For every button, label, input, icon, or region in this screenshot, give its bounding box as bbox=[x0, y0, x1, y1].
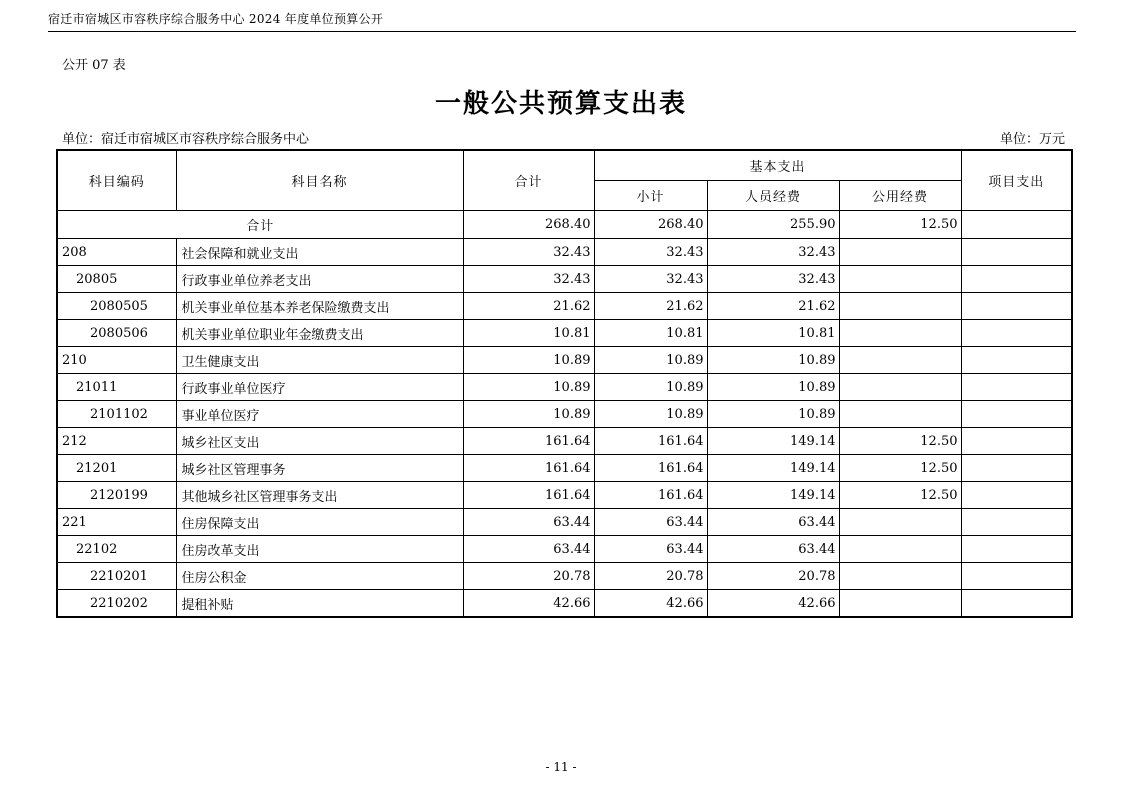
cell-subtotal: 32.43 bbox=[594, 239, 707, 266]
cell-name: 住房公积金 bbox=[176, 563, 463, 590]
cell-subtotal: 161.64 bbox=[594, 428, 707, 455]
cell-name: 住房保障支出 bbox=[176, 509, 463, 536]
cell-public bbox=[839, 266, 961, 293]
cell-project bbox=[961, 266, 1072, 293]
cell-total: 32.43 bbox=[463, 239, 594, 266]
cell-personnel: 10.89 bbox=[707, 401, 839, 428]
unit-organization: 单位：宿迁市宿城区市容秩序综合服务中心 bbox=[62, 132, 310, 147]
cell-total: 21.62 bbox=[463, 293, 594, 320]
unit-currency: 单位：万元 bbox=[999, 132, 1065, 147]
cell-project bbox=[961, 590, 1072, 618]
cell-personnel: 149.14 bbox=[707, 482, 839, 509]
cell-code: 208 bbox=[57, 239, 176, 266]
total-personnel: 255.90 bbox=[707, 211, 839, 239]
cell-name: 住房改革支出 bbox=[176, 536, 463, 563]
cell-personnel: 10.89 bbox=[707, 374, 839, 401]
cell-subtotal: 161.64 bbox=[594, 455, 707, 482]
cell-name: 城乡社区管理事务 bbox=[176, 455, 463, 482]
cell-name: 行政事业单位医疗 bbox=[176, 374, 463, 401]
cell-name: 城乡社区支出 bbox=[176, 428, 463, 455]
table-row bbox=[57, 509, 1072, 536]
cell-code: 2120199 bbox=[57, 482, 176, 509]
cell-public: 12.50 bbox=[839, 455, 961, 482]
cell-code: 21011 bbox=[57, 374, 176, 401]
cell-code: 221 bbox=[57, 509, 176, 536]
table-row bbox=[57, 239, 1072, 266]
cell-public: 12.50 bbox=[839, 482, 961, 509]
cell-code: 22102 bbox=[57, 536, 176, 563]
cell-total: 20.78 bbox=[463, 563, 594, 590]
cell-public bbox=[839, 320, 961, 347]
cell-personnel: 42.66 bbox=[707, 590, 839, 618]
cell-subtotal: 161.64 bbox=[594, 482, 707, 509]
cell-project bbox=[961, 401, 1072, 428]
cell-public: 12.50 bbox=[839, 428, 961, 455]
cell-subtotal: 42.66 bbox=[594, 590, 707, 618]
cell-project bbox=[961, 428, 1072, 455]
cell-subtotal: 63.44 bbox=[594, 536, 707, 563]
cell-name: 事业单位医疗 bbox=[176, 401, 463, 428]
cell-name: 其他城乡社区管理事务支出 bbox=[176, 482, 463, 509]
col-header-subtotal: 小计 bbox=[594, 181, 707, 211]
cell-subtotal: 10.89 bbox=[594, 401, 707, 428]
cell-public bbox=[839, 509, 961, 536]
cell-code: 20805 bbox=[57, 266, 176, 293]
cell-total: 10.89 bbox=[463, 347, 594, 374]
cell-name: 行政事业单位养老支出 bbox=[176, 266, 463, 293]
cell-code: 2210201 bbox=[57, 563, 176, 590]
cell-public bbox=[839, 563, 961, 590]
cell-code: 2101102 bbox=[57, 401, 176, 428]
cell-personnel: 21.62 bbox=[707, 293, 839, 320]
cell-project bbox=[961, 293, 1072, 320]
total-label: 合计 bbox=[57, 211, 463, 239]
col-header-basic: 基本支出 bbox=[594, 150, 961, 181]
cell-total: 10.89 bbox=[463, 401, 594, 428]
cell-personnel: 10.89 bbox=[707, 347, 839, 374]
table-row bbox=[57, 536, 1072, 563]
cell-total: 161.64 bbox=[463, 455, 594, 482]
total-row bbox=[57, 211, 1072, 239]
cell-total: 10.81 bbox=[463, 320, 594, 347]
cell-personnel: 149.14 bbox=[707, 428, 839, 455]
cell-total: 63.44 bbox=[463, 536, 594, 563]
table-row bbox=[57, 401, 1072, 428]
cell-subtotal: 10.89 bbox=[594, 374, 707, 401]
cell-subtotal: 20.78 bbox=[594, 563, 707, 590]
cell-total: 63.44 bbox=[463, 509, 594, 536]
col-header-project: 项目支出 bbox=[961, 150, 1072, 211]
page-number: - 11 - bbox=[545, 760, 577, 774]
col-header-name: 科目名称 bbox=[176, 150, 463, 211]
cell-public bbox=[839, 401, 961, 428]
cell-public bbox=[839, 536, 961, 563]
cell-name: 卫生健康支出 bbox=[176, 347, 463, 374]
table-row bbox=[57, 293, 1072, 320]
cell-name: 机关事业单位基本养老保险缴费支出 bbox=[176, 293, 463, 320]
cell-subtotal: 63.44 bbox=[594, 509, 707, 536]
budget-table bbox=[56, 149, 1073, 618]
cell-personnel: 63.44 bbox=[707, 536, 839, 563]
table-row bbox=[57, 374, 1072, 401]
cell-name: 机关事业单位职业年金缴费支出 bbox=[176, 320, 463, 347]
table-row bbox=[57, 455, 1072, 482]
cell-total: 161.64 bbox=[463, 428, 594, 455]
table-row bbox=[57, 347, 1072, 374]
cell-project bbox=[961, 347, 1072, 374]
cell-public bbox=[839, 590, 961, 618]
table-row bbox=[57, 482, 1072, 509]
cell-total: 10.89 bbox=[463, 374, 594, 401]
cell-project bbox=[961, 482, 1072, 509]
cell-project bbox=[961, 320, 1072, 347]
cell-name: 社会保障和就业支出 bbox=[176, 239, 463, 266]
cell-personnel: 32.43 bbox=[707, 266, 839, 293]
cell-public bbox=[839, 347, 961, 374]
table-row bbox=[57, 590, 1072, 618]
cell-subtotal: 32.43 bbox=[594, 266, 707, 293]
running-header: 宿迁市宿城区市容秩序综合服务中心 2024 年度单位预算公开 bbox=[48, 10, 1076, 32]
cell-project bbox=[961, 455, 1072, 482]
cell-code: 2080506 bbox=[57, 320, 176, 347]
cell-public bbox=[839, 239, 961, 266]
cell-subtotal: 10.89 bbox=[594, 347, 707, 374]
cell-name: 提租补贴 bbox=[176, 590, 463, 618]
cell-public bbox=[839, 374, 961, 401]
cell-personnel: 63.44 bbox=[707, 509, 839, 536]
table-row bbox=[57, 428, 1072, 455]
cell-project bbox=[961, 239, 1072, 266]
table-row bbox=[57, 320, 1072, 347]
cell-project bbox=[961, 509, 1072, 536]
cell-personnel: 10.81 bbox=[707, 320, 839, 347]
col-header-code: 科目编码 bbox=[57, 150, 176, 211]
cell-subtotal: 10.81 bbox=[594, 320, 707, 347]
cell-total: 32.43 bbox=[463, 266, 594, 293]
cell-total: 42.66 bbox=[463, 590, 594, 618]
cell-public bbox=[839, 293, 961, 320]
cell-project bbox=[961, 563, 1072, 590]
cell-code: 2210202 bbox=[57, 590, 176, 618]
cell-subtotal: 21.62 bbox=[594, 293, 707, 320]
col-header-total: 合计 bbox=[463, 150, 594, 211]
col-header-personnel: 人员经费 bbox=[707, 181, 839, 211]
cell-personnel: 149.14 bbox=[707, 455, 839, 482]
cell-code: 2080505 bbox=[57, 293, 176, 320]
cell-project bbox=[961, 536, 1072, 563]
table-number: 公开 07 表 bbox=[62, 58, 126, 73]
total-project bbox=[961, 211, 1072, 239]
total-public: 12.50 bbox=[839, 211, 961, 239]
cell-personnel: 20.78 bbox=[707, 563, 839, 590]
col-header-public: 公用经费 bbox=[839, 181, 961, 211]
cell-total: 161.64 bbox=[463, 482, 594, 509]
table-row bbox=[57, 266, 1072, 293]
page-title: 一般公共预算支出表 bbox=[434, 89, 687, 119]
cell-project bbox=[961, 374, 1072, 401]
table-row bbox=[57, 563, 1072, 590]
cell-code: 21201 bbox=[57, 455, 176, 482]
total-subtotal: 268.40 bbox=[594, 211, 707, 239]
cell-code: 212 bbox=[57, 428, 176, 455]
cell-personnel: 32.43 bbox=[707, 239, 839, 266]
cell-code: 210 bbox=[57, 347, 176, 374]
total-total: 268.40 bbox=[463, 211, 594, 239]
